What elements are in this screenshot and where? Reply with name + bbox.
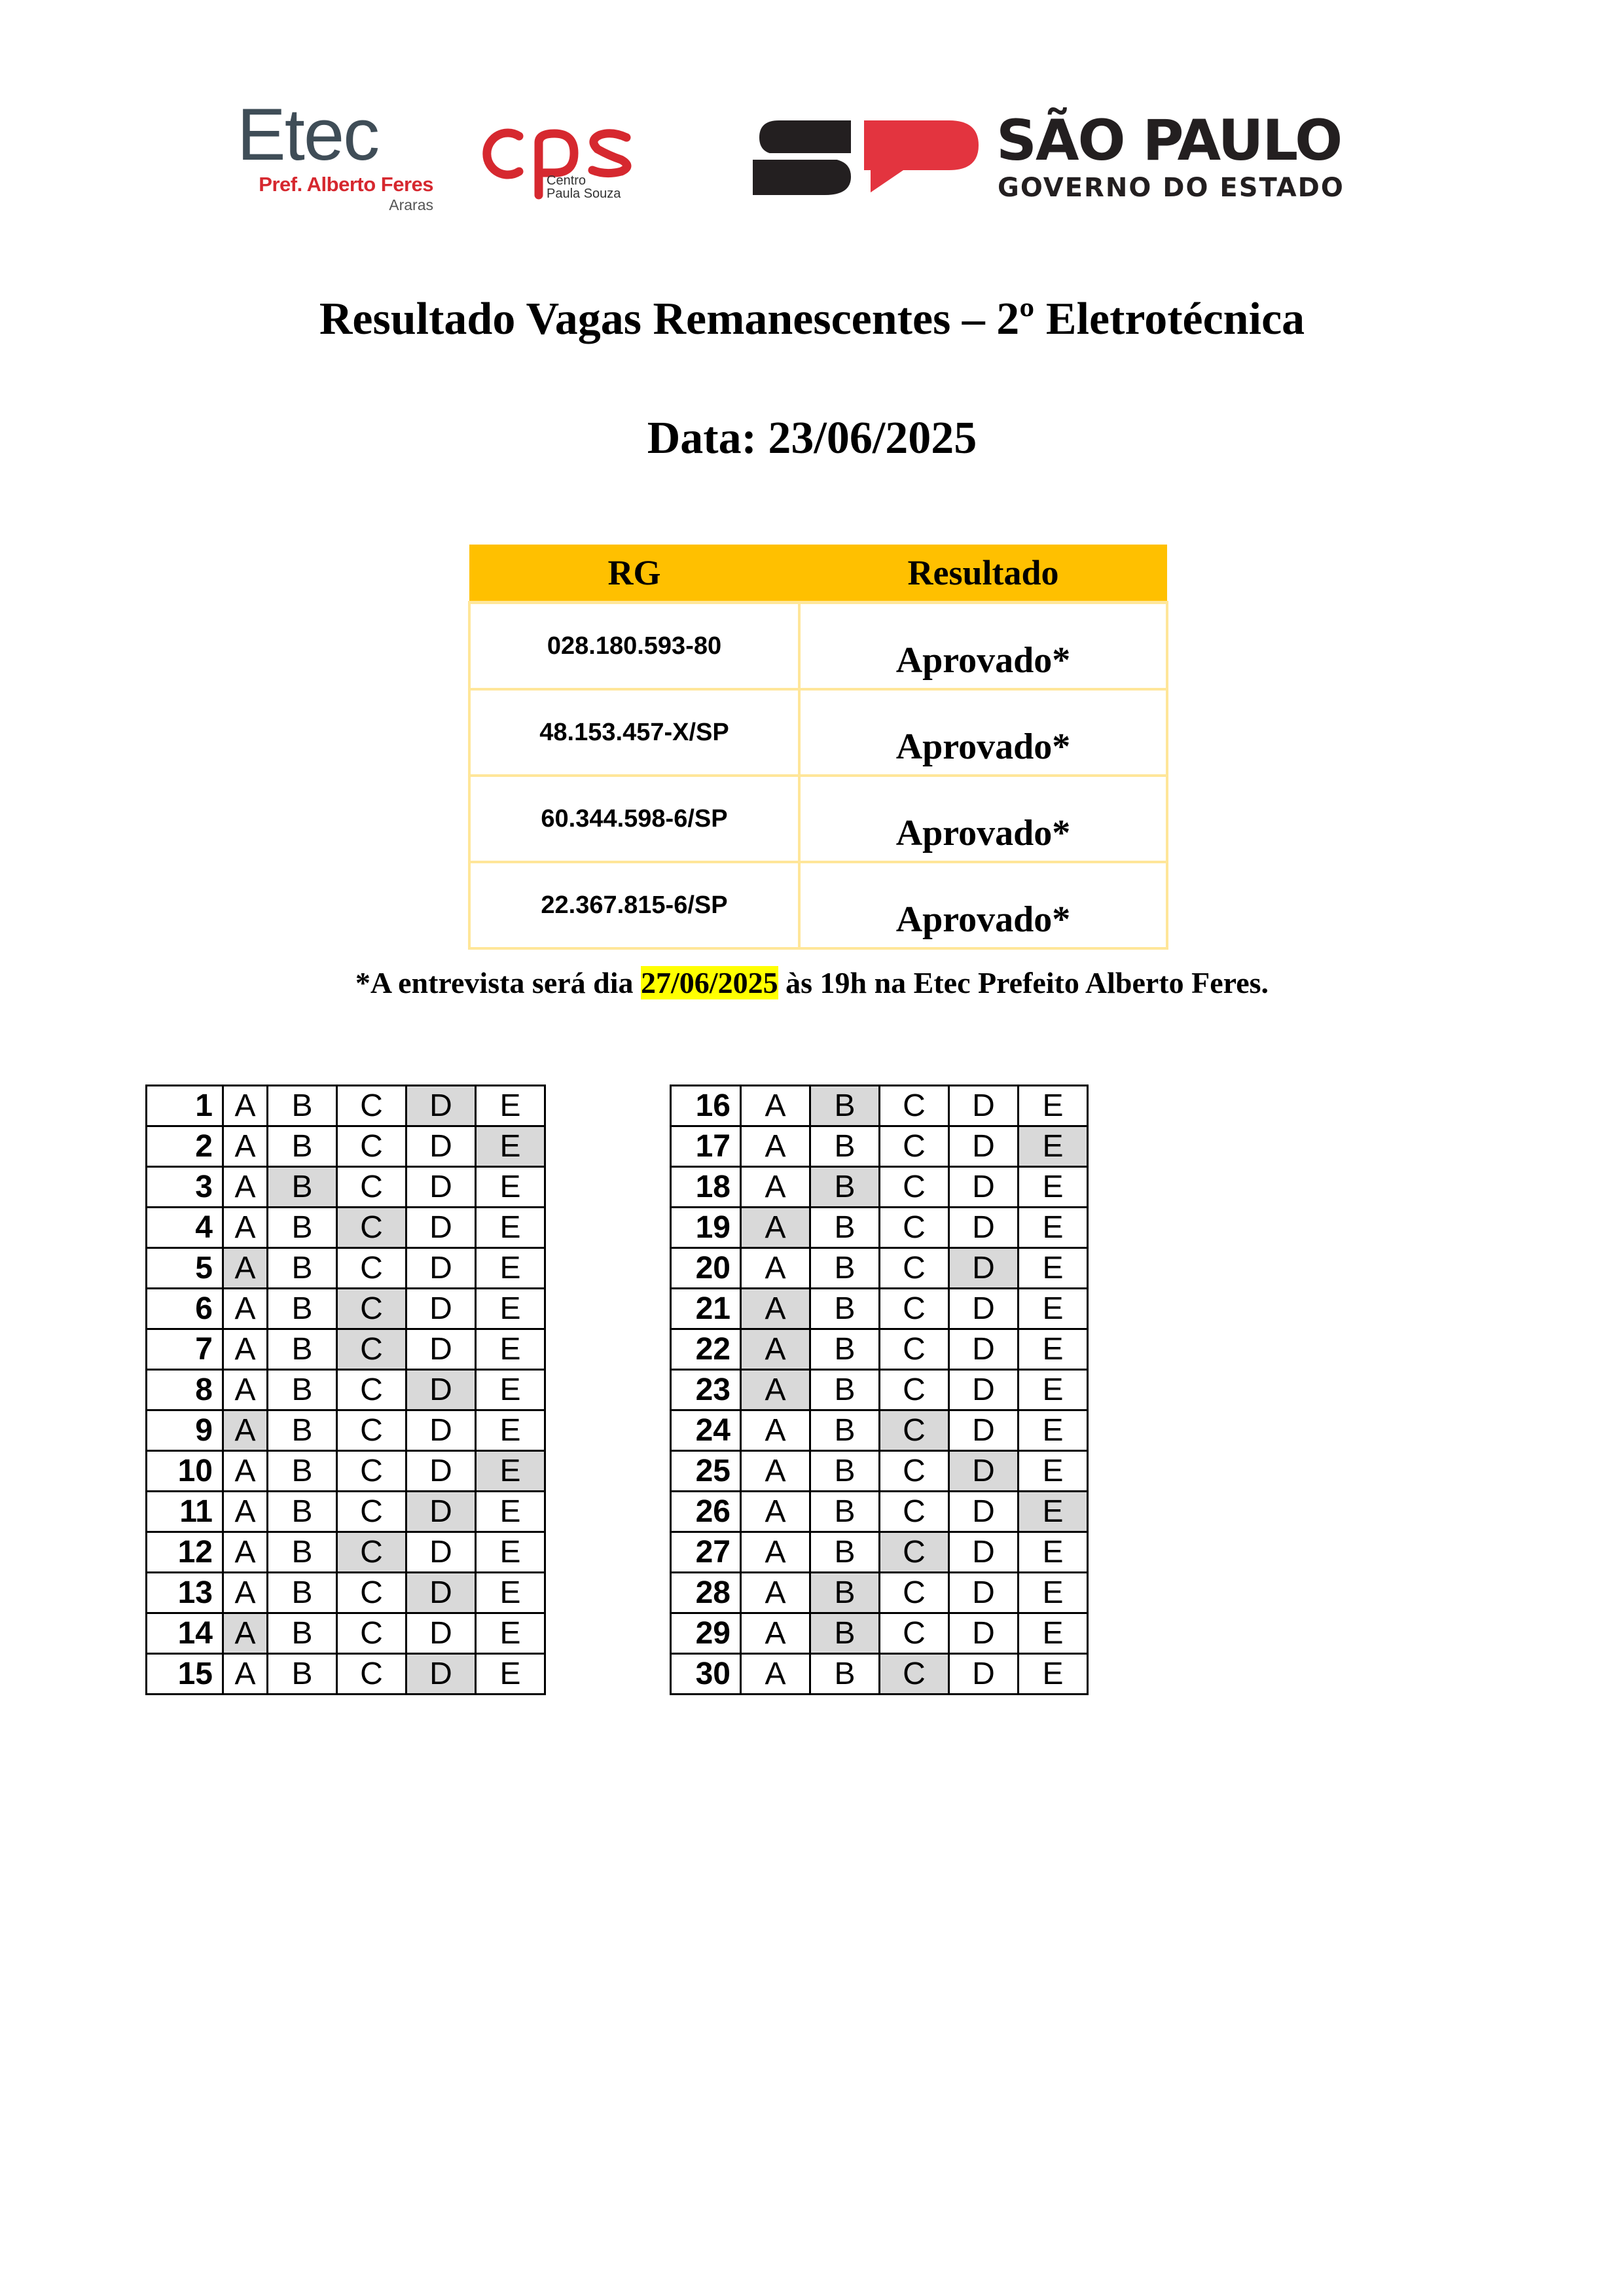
answer-option-selected: C xyxy=(337,1289,406,1329)
answer-option-selected: D xyxy=(406,1086,476,1126)
answer-option-selected: A xyxy=(741,1370,810,1410)
answer-option: C xyxy=(880,1167,949,1208)
interview-note xyxy=(0,965,1624,1000)
answer-row xyxy=(671,1451,1088,1492)
answer-option: B xyxy=(268,1573,337,1613)
answer-option: E xyxy=(476,1289,545,1329)
answer-option: B xyxy=(810,1492,880,1532)
answer-option: B xyxy=(268,1289,337,1329)
answer-option: B xyxy=(810,1329,880,1370)
answer-option: A xyxy=(741,1086,810,1126)
answer-option: E xyxy=(1019,1532,1088,1573)
answer-option: C xyxy=(337,1492,406,1532)
date-line: Data: 23/06/2025 xyxy=(647,413,977,463)
answer-option: D xyxy=(949,1532,1019,1573)
answer-row xyxy=(671,1167,1088,1208)
answer-option: D xyxy=(406,1329,476,1370)
answer-option: E xyxy=(1019,1451,1088,1492)
page-title: Resultado Vagas Remanescentes – 2º Eletrotécnica xyxy=(319,294,1305,344)
question-number: 30 xyxy=(671,1654,741,1695)
question-number: 23 xyxy=(671,1370,741,1410)
answer-option-selected: D xyxy=(949,1451,1019,1492)
question-number: 17 xyxy=(671,1126,741,1167)
etec-logo xyxy=(237,94,433,213)
answer-option: D xyxy=(406,1208,476,1248)
note-highlighted-date: 27/06/2025 xyxy=(641,966,778,999)
question-number: 15 xyxy=(147,1654,223,1695)
answer-option: E xyxy=(476,1329,545,1370)
answer-option: C xyxy=(337,1654,406,1695)
answer-option-selected: B xyxy=(810,1613,880,1654)
answer-option-selected: C xyxy=(880,1654,949,1695)
answer-option: D xyxy=(406,1248,476,1289)
answer-option: C xyxy=(880,1126,949,1167)
answer-row xyxy=(147,1126,545,1167)
answer-option-selected: A xyxy=(223,1613,268,1654)
rg-cell: 22.367.815-6/SP xyxy=(469,862,799,948)
question-number: 21 xyxy=(671,1289,741,1329)
answer-option: A xyxy=(741,1613,810,1654)
question-number: 12 xyxy=(147,1532,223,1573)
answer-option: B xyxy=(268,1492,337,1532)
rg-cell: 48.153.457-X/SP xyxy=(469,689,799,776)
answer-row xyxy=(671,1208,1088,1248)
result-cell: Aprovado* xyxy=(799,862,1167,948)
answer-option-selected: B xyxy=(810,1573,880,1613)
answer-row xyxy=(671,1248,1088,1289)
question-number: 29 xyxy=(671,1613,741,1654)
answer-option: E xyxy=(476,1086,545,1126)
answer-option: C xyxy=(337,1126,406,1167)
rg-cell: 028.180.593-80 xyxy=(469,603,799,690)
answer-option: C xyxy=(880,1329,949,1370)
answer-option: D xyxy=(949,1208,1019,1248)
answer-option: A xyxy=(223,1370,268,1410)
column-header-rg: RG xyxy=(469,545,799,603)
answer-row xyxy=(147,1370,545,1410)
answer-option: B xyxy=(810,1289,880,1329)
question-number: 11 xyxy=(147,1492,223,1532)
answer-option: B xyxy=(268,1451,337,1492)
cps-logo-line1: Centro xyxy=(547,173,586,188)
answer-option: C xyxy=(880,1451,949,1492)
answer-option: A xyxy=(741,1410,810,1451)
answer-option: E xyxy=(1019,1248,1088,1289)
answer-option: B xyxy=(268,1248,337,1289)
answer-row xyxy=(671,1532,1088,1573)
answer-option: A xyxy=(741,1167,810,1208)
answer-key-grid-left xyxy=(145,1085,546,1695)
result-cell: Aprovado* xyxy=(799,776,1167,862)
answer-option: E xyxy=(476,1167,545,1208)
question-number: 24 xyxy=(671,1410,741,1451)
answer-option: E xyxy=(476,1573,545,1613)
answer-option: D xyxy=(406,1126,476,1167)
question-number: 16 xyxy=(671,1086,741,1126)
table-row xyxy=(469,603,1167,690)
answer-option: C xyxy=(880,1086,949,1126)
etec-logo-word: Etec xyxy=(237,94,379,175)
answer-option-selected: B xyxy=(810,1167,880,1208)
answer-option: B xyxy=(810,1410,880,1451)
results-table xyxy=(468,545,1168,950)
answer-row xyxy=(671,1370,1088,1410)
question-number: 22 xyxy=(671,1329,741,1370)
rg-cell: 60.344.598-6/SP xyxy=(469,776,799,862)
sp-logo-mark xyxy=(753,111,988,203)
question-number: 3 xyxy=(147,1167,223,1208)
answer-option-selected: C xyxy=(337,1208,406,1248)
answer-option: C xyxy=(880,1492,949,1532)
answer-option: B xyxy=(810,1451,880,1492)
answer-option: D xyxy=(949,1167,1019,1208)
answer-option: D xyxy=(406,1167,476,1208)
answer-option-selected: D xyxy=(406,1573,476,1613)
answer-option: D xyxy=(949,1329,1019,1370)
answer-row xyxy=(147,1289,545,1329)
result-cell: Aprovado* xyxy=(799,689,1167,776)
answer-option: E xyxy=(476,1654,545,1695)
answer-option: D xyxy=(406,1613,476,1654)
answer-option: E xyxy=(1019,1329,1088,1370)
answer-option-selected: A xyxy=(741,1208,810,1248)
answer-option: D xyxy=(406,1410,476,1451)
answer-row xyxy=(671,1329,1088,1370)
answer-option-selected: C xyxy=(880,1410,949,1451)
answer-option: D xyxy=(406,1451,476,1492)
question-number: 5 xyxy=(147,1248,223,1289)
answer-option: E xyxy=(1019,1289,1088,1329)
answer-option: B xyxy=(268,1613,337,1654)
answer-row xyxy=(147,1410,545,1451)
answer-option: A xyxy=(223,1654,268,1695)
cps-logo xyxy=(481,118,645,203)
answer-option-selected: D xyxy=(406,1654,476,1695)
answer-option-selected: E xyxy=(1019,1126,1088,1167)
answer-option: A xyxy=(223,1329,268,1370)
answer-option: E xyxy=(1019,1370,1088,1410)
answer-option: C xyxy=(337,1410,406,1451)
answer-row xyxy=(671,1654,1088,1695)
results-header-row xyxy=(469,545,1167,603)
answer-row xyxy=(147,1248,545,1289)
answer-row xyxy=(147,1329,545,1370)
answer-option: C xyxy=(880,1248,949,1289)
table-row xyxy=(469,689,1167,776)
sp-logo-subtitle: GOVERNO DO ESTADO xyxy=(998,173,1344,203)
answer-row xyxy=(671,1126,1088,1167)
question-number: 2 xyxy=(147,1126,223,1167)
answer-option: A xyxy=(741,1654,810,1695)
answer-option: E xyxy=(1019,1167,1088,1208)
table-row xyxy=(469,862,1167,948)
answer-option: A xyxy=(223,1289,268,1329)
question-number: 18 xyxy=(671,1167,741,1208)
answer-option: B xyxy=(810,1370,880,1410)
answer-option: A xyxy=(741,1492,810,1532)
answer-key-grid-right xyxy=(670,1085,1089,1695)
answer-option: A xyxy=(741,1573,810,1613)
answer-option: D xyxy=(949,1654,1019,1695)
answer-option-selected: C xyxy=(880,1532,949,1573)
answer-row xyxy=(147,1451,545,1492)
answer-option: C xyxy=(337,1451,406,1492)
question-number: 13 xyxy=(147,1573,223,1613)
answer-option: A xyxy=(223,1126,268,1167)
answer-option: D xyxy=(949,1086,1019,1126)
answer-option: C xyxy=(880,1289,949,1329)
answer-option: C xyxy=(337,1613,406,1654)
answer-option: B xyxy=(810,1654,880,1695)
answer-option: D xyxy=(406,1289,476,1329)
etec-logo-city: Araras xyxy=(389,196,433,213)
answer-row xyxy=(147,1532,545,1573)
result-cell: Aprovado* xyxy=(799,603,1167,690)
answer-option-selected: D xyxy=(406,1370,476,1410)
answer-option: C xyxy=(880,1613,949,1654)
question-number: 10 xyxy=(147,1451,223,1492)
answer-option: A xyxy=(223,1573,268,1613)
answer-row xyxy=(147,1613,545,1654)
answer-option: B xyxy=(268,1370,337,1410)
question-number: 28 xyxy=(671,1573,741,1613)
question-number: 6 xyxy=(147,1289,223,1329)
question-number: 25 xyxy=(671,1451,741,1492)
answer-option: B xyxy=(810,1532,880,1573)
answer-option: E xyxy=(476,1532,545,1573)
answer-option-selected: C xyxy=(337,1532,406,1573)
question-number: 1 xyxy=(147,1086,223,1126)
answer-option: E xyxy=(1019,1573,1088,1613)
answer-option: E xyxy=(476,1208,545,1248)
answer-option: A xyxy=(223,1532,268,1573)
answer-option: A xyxy=(223,1451,268,1492)
answer-option: A xyxy=(741,1451,810,1492)
answer-row xyxy=(147,1492,545,1532)
answer-option: D xyxy=(949,1126,1019,1167)
answer-row xyxy=(671,1289,1088,1329)
answer-option: A xyxy=(741,1248,810,1289)
question-number: 27 xyxy=(671,1532,741,1573)
answer-option-selected: E xyxy=(476,1451,545,1492)
answer-option: C xyxy=(337,1167,406,1208)
answer-option-selected: A xyxy=(223,1410,268,1451)
answer-option: B xyxy=(268,1532,337,1573)
answer-option: B xyxy=(268,1654,337,1695)
answer-option-selected: A xyxy=(741,1329,810,1370)
answer-row xyxy=(671,1573,1088,1613)
answer-option: A xyxy=(223,1167,268,1208)
answer-option: D xyxy=(949,1289,1019,1329)
answer-option-selected: E xyxy=(1019,1492,1088,1532)
answer-row xyxy=(147,1167,545,1208)
answer-row xyxy=(671,1086,1088,1126)
etec-logo-subtitle: Pref. Alberto Feres xyxy=(259,173,433,196)
answer-option: D xyxy=(949,1410,1019,1451)
column-header-resultado: Resultado xyxy=(799,545,1167,603)
answer-option-selected: D xyxy=(949,1248,1019,1289)
answer-option: E xyxy=(476,1410,545,1451)
answer-option: B xyxy=(810,1208,880,1248)
answer-row xyxy=(147,1573,545,1613)
table-row xyxy=(469,776,1167,862)
question-number: 9 xyxy=(147,1410,223,1451)
answer-option: E xyxy=(1019,1410,1088,1451)
answer-option: E xyxy=(1019,1613,1088,1654)
question-number: 20 xyxy=(671,1248,741,1289)
answer-row xyxy=(147,1208,545,1248)
question-number: 14 xyxy=(147,1613,223,1654)
answer-option: A xyxy=(741,1126,810,1167)
answer-option: E xyxy=(476,1370,545,1410)
answer-option: E xyxy=(476,1248,545,1289)
answer-option: A xyxy=(741,1532,810,1573)
sao-paulo-logo xyxy=(753,108,1420,203)
answer-option-selected: A xyxy=(741,1289,810,1329)
answer-option: E xyxy=(1019,1086,1088,1126)
answer-option-selected: D xyxy=(406,1492,476,1532)
note-text-after: às 19h na Etec Prefeito Alberto Feres. xyxy=(778,966,1269,999)
question-number: 8 xyxy=(147,1370,223,1410)
answer-option: C xyxy=(337,1573,406,1613)
answer-option: B xyxy=(810,1248,880,1289)
answer-option: B xyxy=(268,1410,337,1451)
answer-row xyxy=(671,1410,1088,1451)
answer-option: E xyxy=(476,1613,545,1654)
answer-option-selected: B xyxy=(268,1167,337,1208)
answer-option: B xyxy=(810,1126,880,1167)
question-number: 26 xyxy=(671,1492,741,1532)
answer-option-selected: E xyxy=(476,1126,545,1167)
answer-option-selected: B xyxy=(810,1086,880,1126)
answer-row xyxy=(147,1654,545,1695)
answer-option: B xyxy=(268,1126,337,1167)
cps-logo-text xyxy=(547,174,621,200)
answer-option: C xyxy=(880,1370,949,1410)
cps-logo-line2: Paula Souza xyxy=(547,187,621,201)
answer-option: B xyxy=(268,1208,337,1248)
note-text-before: *A entrevista será dia xyxy=(355,966,641,999)
answer-option: E xyxy=(1019,1208,1088,1248)
answer-option: D xyxy=(949,1370,1019,1410)
answer-option: C xyxy=(337,1248,406,1289)
answer-option: A xyxy=(223,1492,268,1532)
answer-option: B xyxy=(268,1329,337,1370)
answer-row xyxy=(671,1613,1088,1654)
answer-option-selected: C xyxy=(337,1329,406,1370)
answer-option-selected: A xyxy=(223,1248,268,1289)
question-number: 19 xyxy=(671,1208,741,1248)
answer-option: E xyxy=(476,1492,545,1532)
answer-row xyxy=(671,1492,1088,1532)
question-number: 7 xyxy=(147,1329,223,1370)
answer-option: A xyxy=(223,1086,268,1126)
answer-option: D xyxy=(949,1613,1019,1654)
answer-option: B xyxy=(268,1086,337,1126)
answer-option: D xyxy=(949,1492,1019,1532)
answer-option: C xyxy=(337,1370,406,1410)
answer-option: C xyxy=(880,1573,949,1613)
answer-option: D xyxy=(949,1573,1019,1613)
answer-option: C xyxy=(337,1086,406,1126)
answer-option: E xyxy=(1019,1654,1088,1695)
answer-option: A xyxy=(223,1208,268,1248)
question-number: 4 xyxy=(147,1208,223,1248)
answer-row xyxy=(147,1086,545,1126)
answer-option: C xyxy=(880,1208,949,1248)
sp-logo-title: SÃO PAULO xyxy=(996,108,1342,173)
answer-option: D xyxy=(406,1532,476,1573)
